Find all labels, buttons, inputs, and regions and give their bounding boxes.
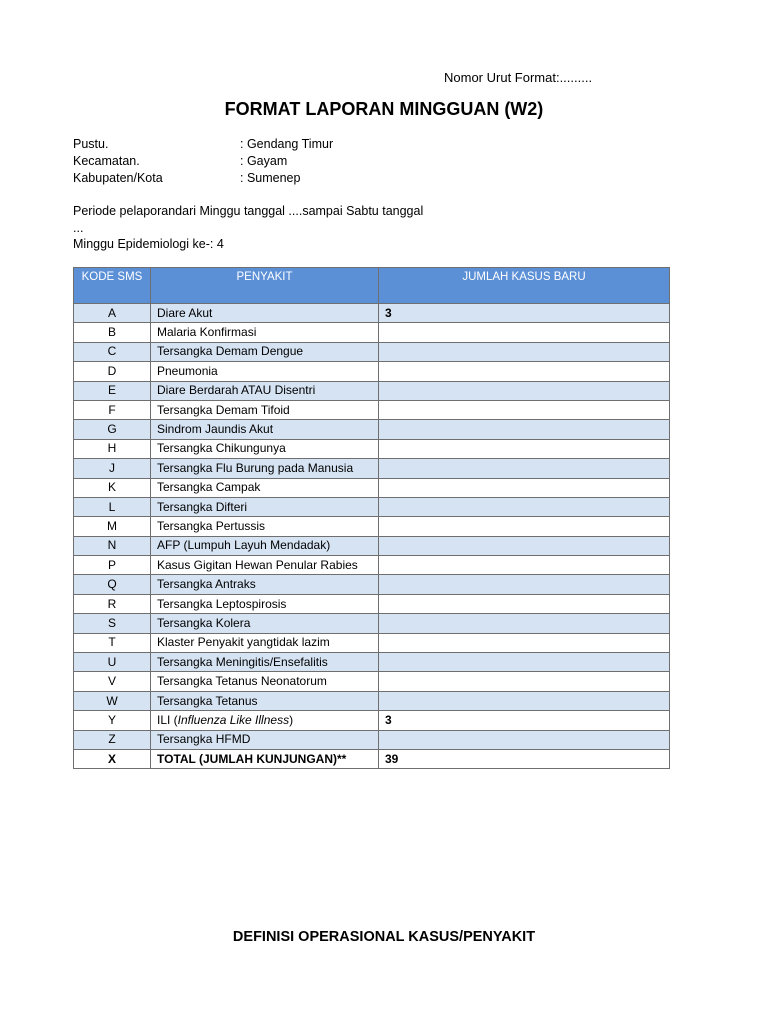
cell-kode: G (74, 420, 151, 439)
table-row (74, 323, 670, 342)
epi-week: Minggu Epidemiologi ke-: 4 (73, 237, 224, 251)
cell-kode: A (74, 304, 151, 323)
cell-penyakit-text: ILI ( (157, 712, 178, 727)
table-row (74, 439, 670, 458)
cell-kode: Y (74, 711, 151, 730)
cell-kode: D (74, 362, 151, 381)
cell-penyakit: Diare Berdarah ATAU Disentri (151, 381, 379, 400)
header-kode: KODE SMS (74, 268, 151, 304)
cell-kode: V (74, 672, 151, 691)
cell-jumlah (379, 691, 670, 710)
header-jumlah: JUMLAH KASUS BARU (379, 268, 670, 304)
cell-jumlah (379, 536, 670, 555)
table-row (74, 691, 670, 710)
cell-penyakit: Tersangka Meningitis/Ensefalitis (151, 653, 379, 672)
table-row (74, 362, 670, 381)
period-ellipsis: ... (73, 220, 84, 235)
cell-penyakit: Tersangka Chikungunya (151, 439, 379, 458)
table-row (74, 614, 670, 633)
table-row (74, 633, 670, 652)
cell-penyakit: Malaria Konfirmasi (151, 323, 379, 342)
cell-penyakit (151, 711, 379, 730)
cell-kode: N (74, 536, 151, 555)
cell-penyakit: Tersangka Demam Tifoid (151, 400, 379, 419)
cell-penyakit: Diare Akut (151, 304, 379, 323)
cell-penyakit-italic: Influenza Like Illness (177, 712, 290, 727)
cell-kode: K (74, 478, 151, 497)
cell-kode: R (74, 594, 151, 613)
cell-kode: X (74, 749, 151, 768)
cell-kode: H (74, 439, 151, 458)
table-row (74, 730, 670, 749)
cell-penyakit: Klaster Penyakit yangtidak lazim (151, 633, 379, 652)
table-row (74, 381, 670, 400)
table-total-row (74, 749, 670, 768)
table-row (74, 653, 670, 672)
table-header-row (74, 268, 670, 304)
cell-jumlah (379, 459, 670, 478)
cell-jumlah (379, 575, 670, 594)
table-row (74, 400, 670, 419)
cell-kode: J (74, 459, 151, 478)
cell-penyakit: Tersangka Difteri (151, 497, 379, 516)
cell-jumlah: 3 (379, 304, 670, 323)
cell-jumlah (379, 478, 670, 497)
cell-jumlah (379, 517, 670, 536)
section-heading: DEFINISI OPERASIONAL KASUS/PENYAKIT (232, 929, 536, 945)
cell-penyakit: Tersangka HFMD (151, 730, 379, 749)
info-row-pustu (73, 137, 333, 154)
info-value: : Gendang Timur (240, 137, 334, 151)
table-row (74, 478, 670, 497)
table-row (74, 459, 670, 478)
cell-jumlah (379, 381, 670, 400)
cell-jumlah (379, 362, 670, 381)
cell-penyakit: Tersangka Flu Burung pada Manusia (151, 459, 379, 478)
cell-kode: Q (74, 575, 151, 594)
info-block (73, 137, 333, 188)
cell-kode: Z (74, 730, 151, 749)
table-row (74, 304, 670, 323)
info-label: Kecamatan. (73, 154, 140, 168)
cell-penyakit: Tersangka Leptospirosis (151, 594, 379, 613)
cell-penyakit: Kasus Gigitan Hewan Penular Rabies (151, 556, 379, 575)
cell-jumlah: 39 (379, 749, 670, 768)
cell-penyakit: Sindrom Jaundis Akut (151, 420, 379, 439)
header-penyakit: PENYAKIT (151, 268, 379, 304)
cell-jumlah (379, 497, 670, 516)
cell-kode: U (74, 653, 151, 672)
cell-kode: W (74, 691, 151, 710)
cell-kode: C (74, 342, 151, 361)
cell-penyakit: Pneumonia (151, 362, 379, 381)
cell-kode: S (74, 614, 151, 633)
cell-penyakit: Tersangka Pertussis (151, 517, 379, 536)
table-row (74, 711, 670, 730)
cell-jumlah (379, 556, 670, 575)
cell-penyakit-text: ) (289, 712, 294, 727)
cell-jumlah (379, 594, 670, 613)
cell-jumlah (379, 439, 670, 458)
cell-penyakit: Tersangka Campak (151, 478, 379, 497)
table-row (74, 420, 670, 439)
table-row (74, 342, 670, 361)
cell-penyakit: AFP (Lumpuh Layuh Mendadak) (151, 536, 379, 555)
cell-jumlah (379, 420, 670, 439)
cell-kode: T (74, 633, 151, 652)
cell-penyakit: Tersangka Antraks (151, 575, 379, 594)
info-label: Pustu. (73, 137, 109, 151)
cell-penyakit: Tersangka Tetanus (151, 691, 379, 710)
cell-jumlah (379, 342, 670, 361)
table-row (74, 575, 670, 594)
info-value: : Gayam (240, 154, 288, 168)
cell-jumlah (379, 400, 670, 419)
cell-penyakit: TOTAL (JUMLAH KUNJUNGAN)** (151, 749, 379, 768)
table-row (74, 672, 670, 691)
cell-jumlah: 3 (379, 711, 670, 730)
cell-penyakit: Tersangka Tetanus Neonatorum (151, 672, 379, 691)
cell-penyakit: Tersangka Demam Dengue (151, 342, 379, 361)
cell-jumlah (379, 672, 670, 691)
cell-kode: E (74, 381, 151, 400)
cell-kode: P (74, 556, 151, 575)
cell-kode: L (74, 497, 151, 516)
cell-jumlah (379, 653, 670, 672)
report-table (73, 267, 670, 769)
info-label: Kabupaten/Kota (73, 171, 163, 185)
table-row (74, 556, 670, 575)
cell-jumlah (379, 633, 670, 652)
cell-kode: B (74, 323, 151, 342)
table-row (74, 517, 670, 536)
format-number: Nomor Urut Format:......... (444, 70, 593, 85)
table-row (74, 497, 670, 516)
info-value: : Sumenep (240, 171, 301, 185)
cell-kode: M (74, 517, 151, 536)
cell-kode: F (74, 400, 151, 419)
cell-jumlah (379, 730, 670, 749)
cell-penyakit: Tersangka Kolera (151, 614, 379, 633)
period-line: Periode pelaporandari Minggu tanggal ....sampai Sabtu tanggal (73, 204, 424, 218)
cell-jumlah (379, 614, 670, 633)
cell-jumlah (379, 323, 670, 342)
table-row (74, 594, 670, 613)
page-title: FORMAT LAPORAN MINGGUAN (W2) (224, 99, 544, 119)
info-row-kecamatan (73, 154, 333, 171)
period-block (73, 203, 423, 253)
table-row (74, 536, 670, 555)
info-row-kabupaten (73, 171, 333, 188)
